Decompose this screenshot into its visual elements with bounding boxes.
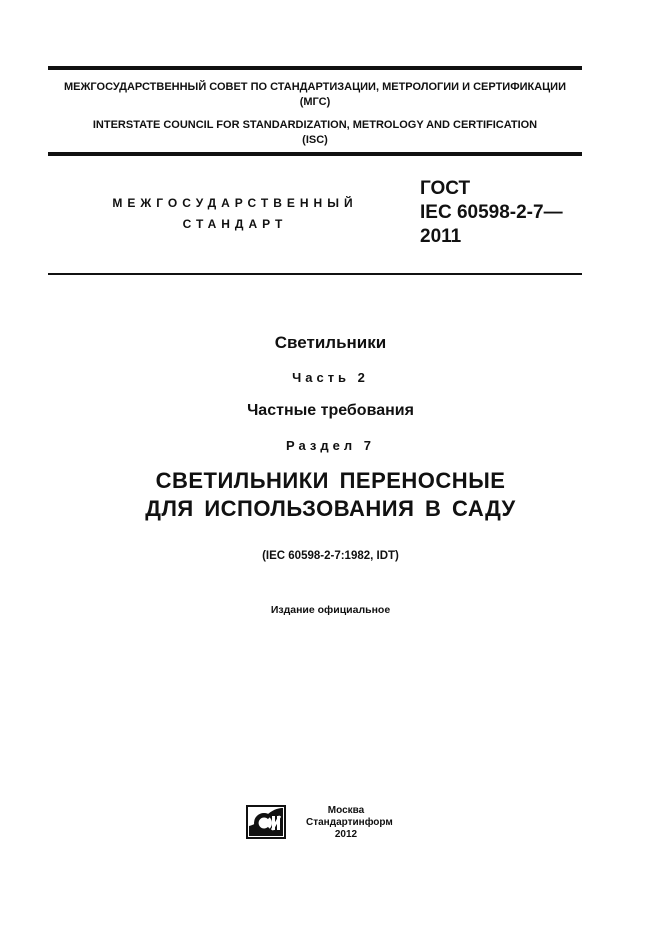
- part-label: Часть 2: [292, 370, 369, 385]
- standard-type-line2: СТАНДАРТ: [182, 217, 288, 231]
- council-en-abbr: (ISC): [302, 134, 328, 146]
- standard-number: [420, 177, 600, 249]
- section-label: Раздел 7: [286, 438, 375, 453]
- standard-number-code: IEC 60598-2-7—: [420, 202, 563, 223]
- document-heading-line1: СВЕТИЛЬНИКИ ПЕРЕНОСНЫЕ: [155, 468, 506, 493]
- standard-type-line1: МЕЖГОСУДАРСТВЕННЫЙ: [112, 196, 358, 210]
- header-bottom-rule: [48, 152, 582, 156]
- iec-reference: (IEC 60598-2-7:1982, IDT): [262, 550, 399, 562]
- publisher-name: Стандартинформ: [306, 817, 393, 828]
- document-heading: [0, 467, 661, 523]
- council-en-name: INTERSTATE COUNCIL FOR STANDARDIZATION, METROLOGY AND CERTIFICATION: [92, 119, 538, 131]
- top-rule: [48, 66, 582, 70]
- publisher-info: [306, 805, 393, 841]
- standartinform-logo-icon: [246, 805, 286, 839]
- document-subject: Светильники: [274, 333, 387, 352]
- part-title: Частные требования: [247, 402, 414, 419]
- council-ru-abbr: (МГС): [299, 96, 331, 108]
- title-divider-rule: [48, 273, 582, 275]
- standard-number-year: 2011: [420, 226, 462, 247]
- publisher-city: Москва: [327, 805, 365, 816]
- standard-number-prefix: ГОСТ: [420, 178, 471, 199]
- publisher-year: 2012: [334, 829, 358, 840]
- edition-note: Издание официальное: [270, 604, 391, 616]
- council-ru: [48, 80, 582, 110]
- council-en: [48, 118, 582, 148]
- document-heading-line2: ДЛЯ ИСПОЛЬЗОВАНИЯ В САДУ: [145, 496, 516, 521]
- council-ru-name: МЕЖГОСУДАРСТВЕННЫЙ СОВЕТ ПО СТАНДАРТИЗАЦИИ, МЕТРОЛОГИИ И СЕРТИФИКАЦИИ: [63, 81, 566, 93]
- standard-type: [100, 193, 370, 235]
